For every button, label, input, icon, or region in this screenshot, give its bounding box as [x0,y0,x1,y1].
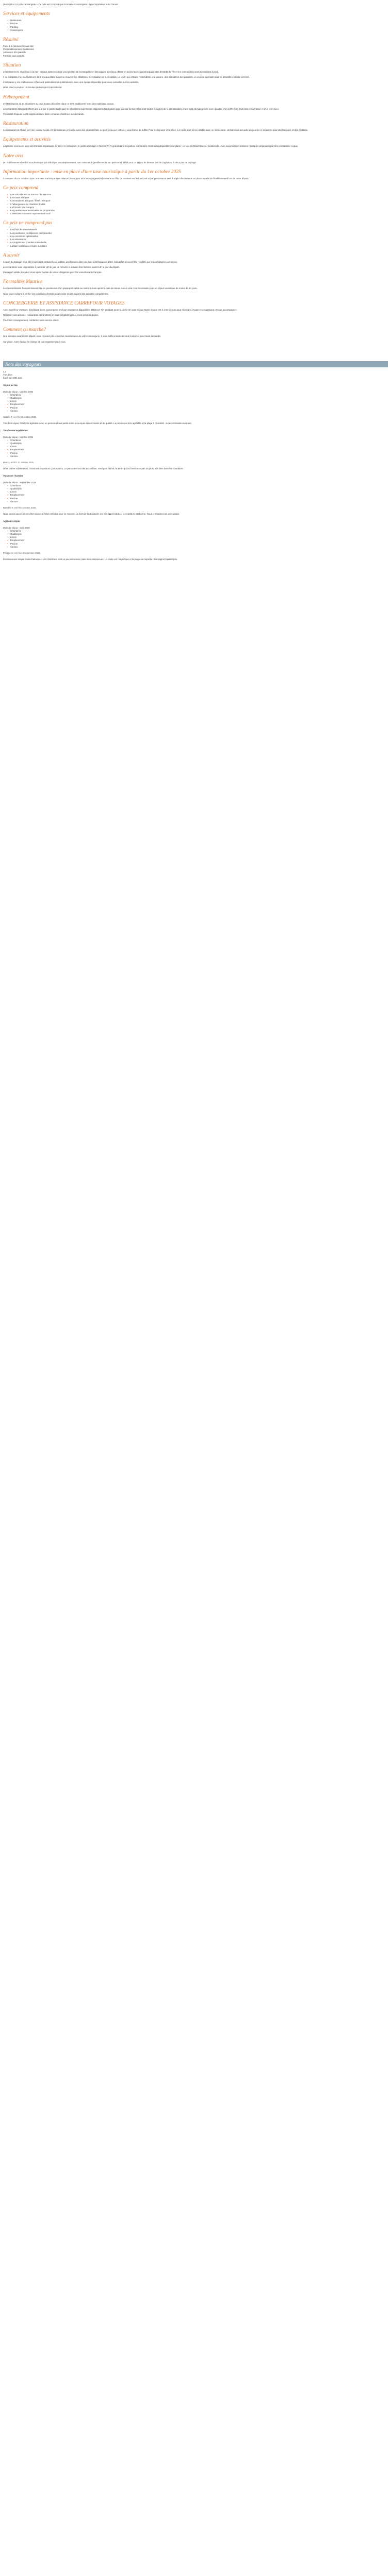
info-importante-heading: Information importante : mise en place d'une taxe touristique à partir du 1er octobre 2025 [3,169,181,175]
list-item: • Chambres [7,439,388,442]
resume-block [3,45,388,58]
list-item: • Literie [7,400,388,403]
prix-comprend-list [7,193,388,215]
comment-paragraph: Une semaine avant votre départ, vous recevez par e-mail les coordonnées de votre conciergerie. Il vous suffit ensuite de nous contacter pour toute demande. [3,335,161,338]
intro-text: Description Ce pole conciergerie + Ce pole est composé par Formalité Conciergerie Lago Importateur Auto Cancel. [3,3,119,6]
services-list [7,19,388,32]
reviews-score: 4,3 [3,370,7,373]
a-savoir-paragraph: Les chambres sont disponibles à partir de 14h le jour de l'arrivée et doivent être libérées avant 12h le jour du départ. [3,265,120,268]
list-item: • Restaurant [7,19,388,22]
list-item: • Piscine [7,22,388,25]
list-item: • La taxe touristique à régler sur place [7,245,388,248]
list-item: • Service [7,546,388,549]
equipements-paragraph: La piscine extérieure avec ses transats et parasols, le bar et le restaurant, le jardin aménagé et l'accès Wi-Fi gratuit dans les parties communes. Sont aussi disponibles sur place : service de blanchisserie, location de vélos, excursions et activités nautiques proposées par des prestataires locaux. [3,145,299,148]
situation-paragraph: L'ambiance y est chaleureuse et l'accueil particulièrement attentionné, avec une équipe disponible pour vous conseiller sur les activités. [3,81,139,84]
list-item: • Literie [7,536,388,539]
list-item: • Literie [7,445,388,448]
list-item: • Emplacement [7,539,388,542]
list-item: • Piscine [7,543,388,546]
resume-heading: Résumé [3,37,19,43]
comment-paragraph: Sur place, notre équipe se charge de tout organiser pour vous. [3,340,66,343]
a-savoir-heading: A savoir [3,252,20,258]
formalites-paragraph: Les ressortissants français doivent être en possession d'un passeport valide au moins 6 mois après la date de retour. Aucun visa n'est nécessaire pour un séjour touristique de moins de 90 jours. [3,287,198,290]
list-item: • Piscine [7,452,388,455]
review-body: Très bon séjour, hôtel très agréable avec un personnel aux petits soins. Les repas étaient variés et de qualité. La piscine est très agréable et la plage à proximité. Je recommande vivement. [3,422,192,425]
review-criteria [7,484,388,503]
review-body: Nous avons passé un excellent séjour. L'hôtel est idéal pour se reposer. La formule tout compris est très appréciable et la nourriture est bonne. Nous y retournerons avec plaisir. [3,513,180,516]
review-criteria [7,530,388,549]
prix-comprend-heading: Ce prix comprend [3,185,39,191]
list-item: • Chambres [7,530,388,533]
restauration-paragraph: Le restaurant de l'hôtel sert une cuisine locale et internationale préparée avec des produits frais. Le petit-déjeuner est servi sous forme de buffet. Pour le déjeuner et le dîner, les repas sont servis à table avec un menu varié. Un bar vous accueille en journée et en soirée pour des boissons et des cocktails. [3,129,308,132]
review-body: Établissement simple mais chaleureux. Les chambres sont un peu anciennes mais bien entretenues. Le cadre est magnifique et la plage est superbe. Bon rapport qualité/prix. [3,558,178,561]
situation-paragraph: L'établissement, situé face à la mer, est une adresse idéale pour profiter de la tranquillité et des plages. Les lieux offrent un accès facile aux principaux sites d'intérêt de l'île et les commodités sont accessibles à pied. [3,70,219,73]
reviews-count: basé sur 1081 avis [3,377,22,380]
prix-ne-comprend-heading: Ce prix ne comprend pas [3,221,53,226]
reviews-header-bar: Note des voyageurs [3,361,388,367]
prix-ne-comprend-list [7,228,388,247]
review-item [3,384,388,425]
review-criteria [7,439,388,458]
review-title: Très bonne expérience [3,429,28,432]
review-date: Date du séjour : septembre 2025 [3,481,36,484]
comment-heading: Comment ça marche? [3,327,46,333]
list-item: • Conciergerie [7,29,388,32]
list-item: • Qualité/prix [7,533,388,536]
services-heading: Services et équipements [3,11,50,17]
equipements-heading: Equipements et activités [3,137,51,143]
list-item: • L'assistance de notre représentant local [7,212,388,215]
list-item: • Qualité/prix [7,487,388,490]
reviews-summary [3,370,388,380]
review-title: Séjour au top [3,384,18,387]
review-author: Marc L. écrit le 21 octobre 2025 [3,461,34,464]
list-item: • Les excursions optionnelles [7,235,388,238]
review-author: Philippe M. écrit le 14 septembre 2025 [3,552,40,555]
formalites-paragraph: Nous vous invitons à vérifier les conditions d'entrée avant votre départ auprès des autorités compétentes. [3,292,109,295]
list-item: • L'hébergement en chambre double [7,203,388,206]
conciergerie-heading: CONCIERGERIE ET ASSISTANCE CARREFOUR VOYAGES [3,300,125,306]
list-item: • Qualité/prix [7,397,388,400]
resume-line: Ambiance très paisible [3,51,26,54]
formalites-heading: Formalités Maurice [3,279,43,285]
list-item: • Qualité/prix [7,442,388,445]
resume-line: Face à la fameuse île aux rats [3,45,34,48]
list-item: • Emplacement [7,403,388,406]
review-author: Isabelle F. écrit le 28 octobre 2025 [3,415,36,418]
conciergerie-paragraph: Pour tout renseignement, contactez notre service client. [3,319,59,322]
review-body: Hôtel calme et bien situé, chambres propres et confortables. Le personnel est très accueillant. Seul petit bémol, le Wi-Fi qui ne fonctionne pas toujours très bien dans les chambres. [3,467,184,470]
list-item: • Emplacement [7,448,388,451]
hebergement-paragraph: Les chambres standard offrent une vue sur le jardin tandis que les chambres supérieures disposent d'un balcon avec vue sur la mer. Elles sont toutes équipées de la climatisation, d'une salle de bain privée avec douche, d'un coffre-fort, d'un mini-réfrigérateur et d'un téléviseur. [3,107,280,110]
review-date: Date du séjour : août 2025 [3,526,30,529]
resume-line: Petit établissement traditionnel [3,48,34,51]
situation-paragraph: Hôtel situé à environ 15 minutes de l'aéroport international. [3,86,62,89]
list-item: • Les frais de visa éventuels [7,228,388,231]
list-item: • Literie [7,490,388,494]
list-item: • Les vols aller-retour France - île Maurice [7,193,388,196]
list-item: • La formule tout compris [7,206,388,209]
a-savoir-paragraph: Passeport valide plus de 6 mois après la date de retour obligatoire pour les ressortissants français. [3,271,102,274]
review-item [3,429,388,470]
review-title: Agréable séjour [3,520,21,523]
review-date: Date du séjour : octobre 2025 [3,390,33,393]
list-item: • Piscine [7,497,388,500]
list-item: • Emplacement [7,494,388,497]
list-item: • Service [7,410,388,413]
reviews-score-label: Très bien [3,373,13,376]
list-item: • Les pourboires et dépenses personnelles [7,232,388,235]
list-item: • Les assurances [7,238,388,241]
review-date: Date du séjour : octobre 2025 [3,435,33,438]
page [0,0,391,561]
review-item [3,474,388,516]
hebergement-paragraph: L'hôtel dispose de 24 chambres au total, toutes décorées dans un style traditionnel avec des matériaux locaux. [3,102,115,105]
list-item: • Le supplément chambre individuelle [7,241,388,244]
list-item: • Piscine [7,406,388,410]
situation-paragraph: Il se compose d'un seul bâtiment de 2 niveaux dans lequel se trouvent les chambres, le restaurant et la réception. Le jardin qui entoure l'hôtel abrite une piscine, des transats et des parasols, un espace agréable pour se détendre en toute sérénité. [3,76,250,79]
notre-avis-paragraph: Un établissement familial et authentique qui séduit par son emplacement, son calme et la gentillesse de son personnel. Idéal pour un séjour de détente loin de l'agitation, à deux pas de la plage. [3,161,197,164]
a-savoir-paragraph: Le port du masque peut être exigé dans certains lieux publics. Les horaires des vols sont communiqués à titre indicatif et peuvent être modifiés par les compagnies aériennes. [3,260,178,263]
list-item: • Service [7,500,388,503]
list-item: • Service [7,455,388,458]
review-item [3,520,388,561]
list-item: • Parking [7,26,388,29]
review-author: Nathalie D. écrit le 2 octobre 2025 [3,506,36,510]
notre-avis-heading: Notre avis [3,153,23,159]
review-title: Vacances réussies [3,474,24,478]
list-item: • Les prestations mentionnées au programme [7,209,388,212]
list-item: • Les taxes aéroport [7,196,388,199]
hebergement-paragraph: Possibilité d'ajouter un lit supplémentaire dans certaines chambres sur demande. [3,113,85,116]
situation-heading: Situation [3,62,21,68]
list-item: • Les transferts aéroport / hôtel / aéroport [7,199,388,202]
conciergerie-paragraph: Avec Carrefour Voyages, bénéficiez d'une conciergerie et d'une assistance disponibles 24h/24 et 7j/7 pendant toute la durée de votre séjour. Notre équipe est à votre écoute pour répondre à toutes vos questions et vous accompagner. [3,308,237,311]
list-item: • Chambres [7,484,388,487]
restauration-heading: Restauration [3,121,29,127]
hebergement-heading: Hébergement [3,94,29,100]
list-item: • Chambres [7,394,388,397]
review-criteria [7,394,388,413]
info-importante-paragraph: À compter du 1er octobre 2025, une taxe touristique sera mise en place pour tous les voyageurs séjournant sur l'île. Le montant est fixé par nuit et par personne et sera à régler directement sur place auprès de l'établissement lors de votre départ. [3,177,249,180]
resume-line: Formule tout compris [3,54,25,57]
conciergerie-paragraph: Réservez vos activités, restaurants et transferts en toute simplicité grâce à nos services dédiés. [3,313,99,316]
